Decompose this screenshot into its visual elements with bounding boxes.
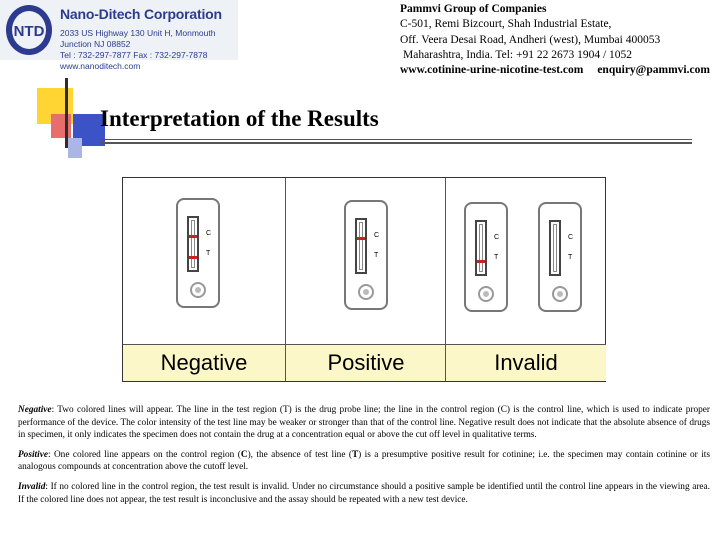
results-table [122,177,606,382]
invalid-text: : If no colored line in the control region, the test result is invalid. Under no circumstance should a positive sample be identified until the control line appears in the viewing area. If the colored line does not appear, the test result is inconclusive and the assay should be repeated with a new test device. [18,481,710,505]
t-mark: T [206,250,211,257]
c-mark: C [494,234,500,241]
result-window [355,218,367,274]
t-mark: T [568,254,573,261]
positive-text-1: : One colored line appears on the control region ( [47,449,241,460]
invalid-description [18,481,710,506]
sample-well [358,284,374,300]
negative-term: Negative [18,405,52,415]
logo-letters: NTD [13,23,45,40]
company-right-name: Pammvi Group of Companies [400,3,547,15]
title-rule-thick [100,142,692,144]
test-line [189,256,197,259]
result-window [475,220,487,276]
company-website-link[interactable]: www.cotinine-urine-nicotine-test.com [400,64,584,77]
company-left-name: Nano-Ditech Corporation [60,6,222,22]
negative-description [18,404,710,442]
positive-text-2: ), the absence of test line ( [247,449,352,460]
positive-description [18,449,710,474]
company-email-link[interactable]: enquiry@pammvi.com [597,64,710,77]
positive-term: Positive [18,449,48,460]
result-invalid [445,178,606,381]
title-rule [100,139,692,140]
positive-test-cassette [344,200,388,310]
title-vertical-bar [65,78,68,148]
t-mark: T [494,254,499,261]
sample-well [552,286,568,302]
company-left-contact: Tel : 732-297-7877 Fax : 732-297-7878 www.nanoditech.com [60,50,208,71]
deco-lightblue-square [68,138,82,158]
invalid-term: Invalid [18,481,46,492]
negative-test-cassette [176,198,220,308]
c-mark: C [374,232,380,239]
control-line [189,235,197,238]
negative-label: Negative [123,344,285,381]
company-right-line2: Off. Veera Desai Road, Andheri (west), Mumbai 400053 [400,33,661,46]
invalid-label: Invalid [446,344,606,381]
sample-well [190,282,206,298]
result-negative [123,178,285,381]
sample-well [478,286,494,302]
nano-ditech-logo-block [0,0,238,71]
page-title: Interpretation of the Results [100,106,379,131]
invalid-test-cassette-1 [464,202,508,312]
result-window [187,216,199,272]
company-right-line1: C-501, Remi Bizcourt, Shah Industrial Estate, [400,18,612,31]
result-positive [285,178,446,381]
c-mark: C [568,234,574,241]
result-window [549,220,561,276]
t-mark: T [374,252,379,259]
deco-red-square [51,114,71,138]
control-line [357,237,365,240]
positive-t: T [351,449,359,460]
ntd-logo-icon [4,3,54,57]
company-right-line3: Maharashtra, India. Tel: +91 22 2673 1904 / 1052 [403,48,633,61]
positive-label: Positive [286,344,446,381]
company-left-address: 2033 US Highway 130 Unit H, Monmouth Junction NJ 08852 [60,28,216,49]
negative-text: : Two colored lines will appear. The line in the test region (T) is the drug probe line; the line in the control region (C) is the control line, which is used to indicate proper performance of the device. The color intensity of the test line may be weaker or stronger than that of the control line. Negative result does not indicate that the absolute absence of drugs in specimen, it only indicates the specimen does not contain the drug at a concentration equal or above the cut off level in qualitative terms. [18,405,710,441]
positive-text-3: ) is a presumptive positive result for cotinine; i.e. the specimen may contain cotinine or its analogous compounds at concentration above the cutoff level. [18,449,710,473]
logo-text [60,6,238,72]
interpretation-text [18,404,710,513]
c-mark: C [206,230,212,237]
pammvi-header [400,2,710,78]
positive-c: C [240,449,248,460]
invalid-test-cassette-2 [538,202,582,312]
test-line [477,260,485,263]
